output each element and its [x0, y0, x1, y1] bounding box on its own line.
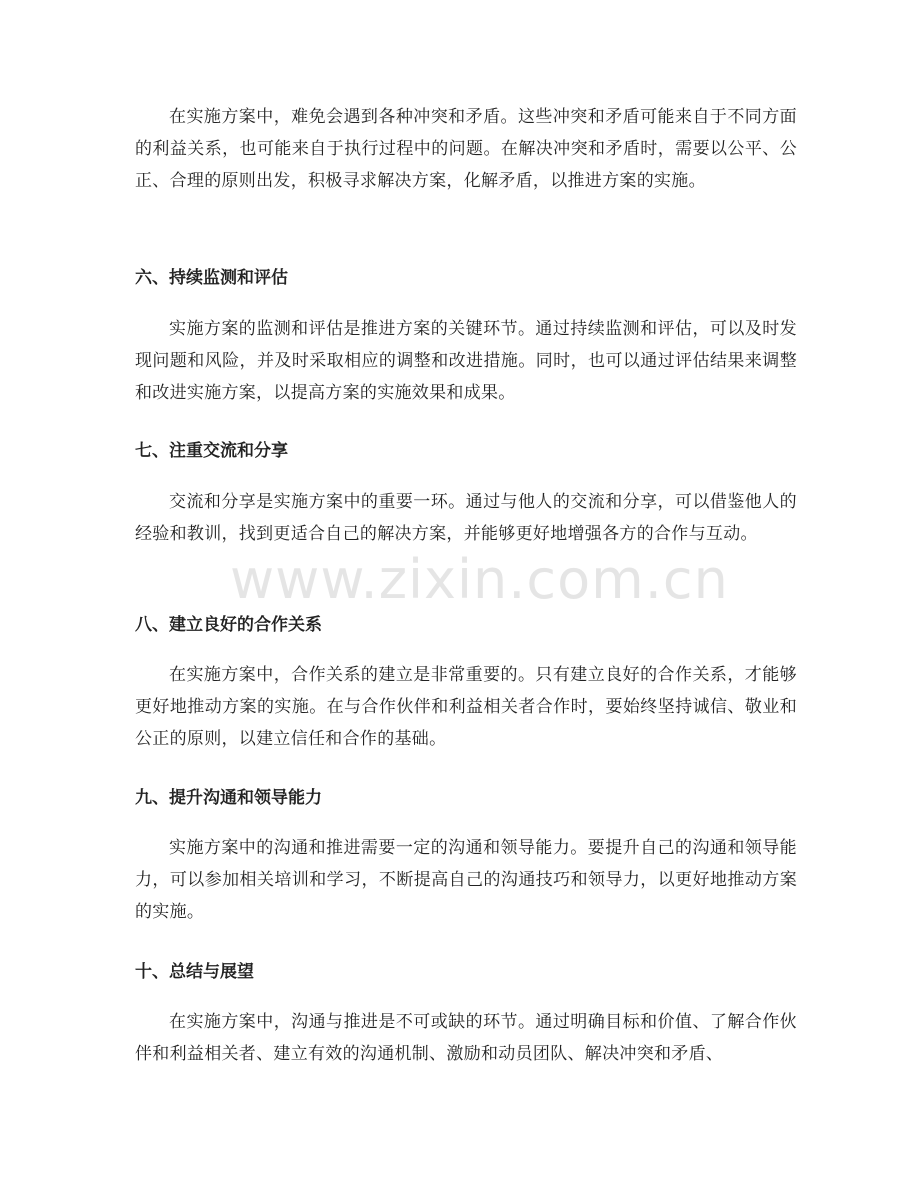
paragraph-monitoring: 实施方案的监测和评估是推进方案的关键环节。通过持续监测和评估，可以及时发现问题和风险，并及时采取相应的调整和改进措施。同时，也可以通过评估结果来调整和改进实施方案，以提高方案的实施效果和成果。	[135, 319, 797, 403]
heading-section-10: 十、总结与展望	[135, 962, 254, 982]
paragraph-leadership: 实施方案中的沟通和推进需要一定的沟通和领导能力。要提升自己的沟通和领导能力，可以参加相关培训和学习，不断提高自己的沟通技巧和领导力，以更好地推动方案的实施。	[135, 838, 797, 922]
paragraph-conflict-resolution: 在实施方案中，难免会遇到各种冲突和矛盾。这些冲突和矛盾可能来自于不同方面的利益关系，也可能来自于执行过程中的问题。在解决冲突和矛盾时，需要以公平、公正、合理的原则出发，积极寻求解决方案，化解矛盾，以推进方案的实施。	[135, 107, 797, 191]
heading-section-7: 七、注重交流和分享	[135, 441, 288, 461]
watermark: www.zixin.com.cn	[230, 548, 729, 611]
heading-section-8: 八、建立良好的合作关系	[135, 615, 322, 635]
paragraph-summary: 在实施方案中，沟通与推进是不可或缺的环节。通过明确目标和价值、了解合作伙伴和利益相关者、建立有效的沟通机制、激励和动员团队、解决冲突和矛盾、	[135, 1012, 797, 1064]
paragraph-cooperation: 在实施方案中，合作关系的建立是非常重要的。只有建立良好的合作关系，才能够更好地推动方案的实施。在与合作伙伴和利益相关者合作时，要始终坚持诚信、敬业和公正的原则，以建立信任和合作的基础。	[135, 665, 797, 749]
paragraph-communication-sharing: 交流和分享是实施方案中的重要一环。通过与他人的交流和分享，可以借鉴他人的经验和教训，找到更适合自己的解决方案，并能够更好地增强各方的合作与互动。	[135, 492, 797, 544]
heading-section-6: 六、持续监测和评估	[135, 268, 288, 288]
heading-section-9: 九、提升沟通和领导能力	[135, 788, 322, 808]
